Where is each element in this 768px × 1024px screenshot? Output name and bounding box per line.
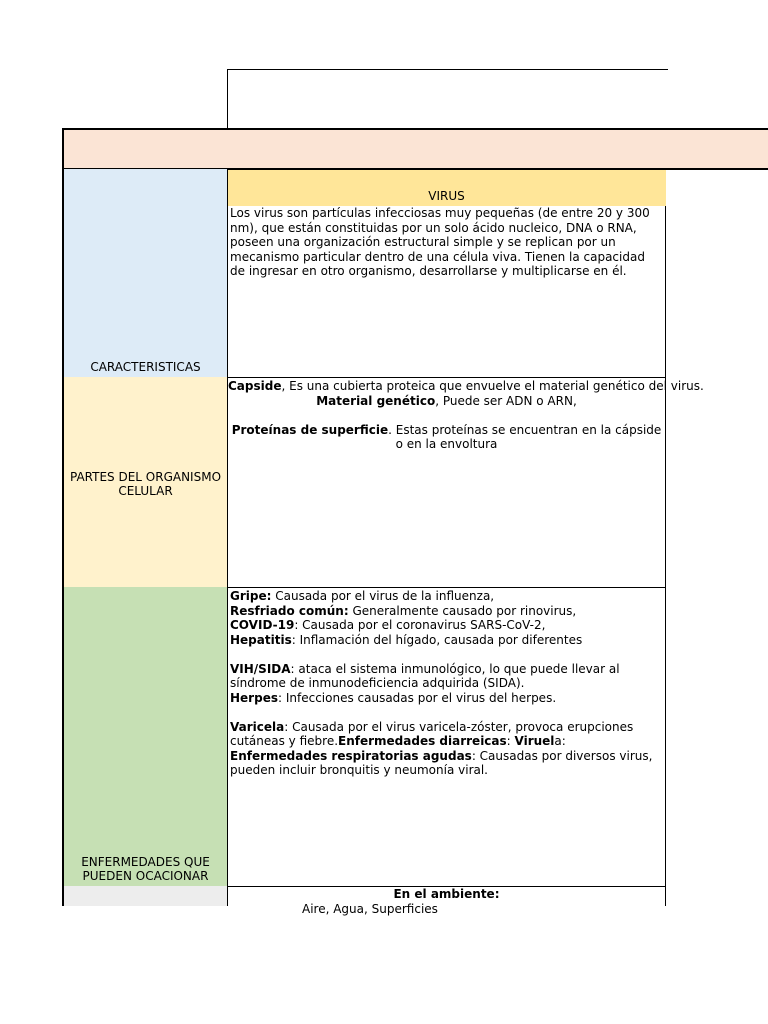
capside-text: , Es una cubierta proteica que envuelve el material genético del virus. bbox=[281, 379, 704, 393]
varicela-line bbox=[230, 720, 663, 749]
proteinas-term: Proteínas de superficie bbox=[231, 422, 389, 437]
content-partes bbox=[227, 377, 704, 588]
header-row-3 bbox=[227, 108, 668, 129]
gripe-text: Causada por el virus de la influenza, bbox=[271, 589, 495, 603]
vih-term: VIH/SIDA bbox=[230, 661, 291, 676]
gripe-term: Gripe: bbox=[230, 589, 272, 603]
material-term: Material genético bbox=[316, 393, 436, 408]
material-line bbox=[230, 394, 663, 409]
respiratorias-term: Enfermedades respiratorias agudas bbox=[230, 748, 472, 763]
viruela-text: a: bbox=[554, 734, 566, 748]
capside-term: Capside bbox=[228, 379, 282, 393]
respiratorias-text: : Causadas por diversos virus, pueden incluir bronquitis y neumonía viral. bbox=[230, 748, 653, 777]
covid-text: : Causada por el coronavirus SARS-CoV-2, bbox=[294, 618, 546, 632]
varicela-text: : Causada por el virus varicela-zóster, provoca erupciones cutáneas y fiebre. bbox=[230, 719, 634, 748]
covid-line bbox=[230, 618, 663, 633]
title-banner bbox=[62, 128, 768, 170]
vih-line bbox=[230, 662, 663, 691]
label-ambiente bbox=[62, 886, 228, 906]
label-enfermedades-text: ENFERMEDADES QUE PUEDEN OCACIONAR bbox=[81, 855, 210, 883]
respiratorias-line bbox=[230, 749, 663, 778]
hepatitis-line bbox=[230, 633, 663, 648]
covid-term: COVID-19 bbox=[230, 618, 295, 632]
resfriado-line bbox=[230, 604, 663, 619]
label-partes-text: PARTES DEL ORGANISMO CELULAR bbox=[69, 469, 222, 498]
label-caracteristicas bbox=[62, 169, 228, 378]
content-ambiente bbox=[227, 886, 666, 916]
diarreicas-term: Enfermedades diarreicas bbox=[338, 734, 507, 748]
herpes-term: Herpes bbox=[230, 690, 278, 705]
header-row-1 bbox=[227, 69, 668, 90]
proteinas-line bbox=[230, 423, 663, 452]
virus-heading bbox=[227, 169, 666, 207]
hepatitis-text: : Inflamación del hígado, causada por diferentes bbox=[291, 632, 583, 647]
capside-line bbox=[228, 379, 704, 394]
label-enfermedades bbox=[62, 587, 228, 887]
header-row-2 bbox=[227, 89, 668, 109]
proteinas-text: . Estas proteínas se encuentran en la cápside o en la envoltura bbox=[388, 422, 662, 451]
content-enfermedades bbox=[227, 587, 666, 887]
resfriado-text: Generalmente causado por rinovirus, bbox=[348, 603, 577, 618]
hepatitis-term: Hepatitis bbox=[230, 632, 292, 647]
herpes-text: : Infecciones causadas por el virus del herpes. bbox=[277, 690, 557, 705]
ambiente-heading: En el ambiente: bbox=[393, 887, 500, 901]
varicela-term: Varicela bbox=[230, 719, 285, 734]
ambiente-partial: Aire, Agua, Superficies bbox=[302, 901, 438, 916]
label-caracteristicas-text: CARACTERISTICAS bbox=[90, 360, 201, 374]
vih-text: : ataca el sistema inmunológico, lo que puede llevar al síndrome de inmunodeficiencia adquirida (SIDA). bbox=[230, 661, 620, 690]
resfriado-term: Resfriado común: bbox=[230, 603, 349, 618]
label-partes bbox=[62, 377, 228, 588]
caracteristicas-text: Los virus son partículas infecciosas muy pequeñas (de entre 20 y 300 nm), que están constituidas por un solo ácido nucleico, DNA o RNA, poseen una organización estructural simple y se replican por un mecanismo particular dentro de una célula viva. Tienen la capacidad de ingresar en otro organismo, desarrollarse y multiplicarse en él. bbox=[230, 206, 650, 278]
gripe-line bbox=[230, 589, 663, 604]
viruela-term: Viruel bbox=[514, 734, 555, 748]
virus-heading-text: VIRUS bbox=[428, 189, 465, 203]
herpes-line bbox=[230, 691, 663, 706]
content-caracteristicas bbox=[227, 206, 666, 378]
material-text: , Puede ser ADN o ARN, bbox=[435, 393, 577, 408]
diarreicas-sep: : bbox=[506, 734, 515, 748]
